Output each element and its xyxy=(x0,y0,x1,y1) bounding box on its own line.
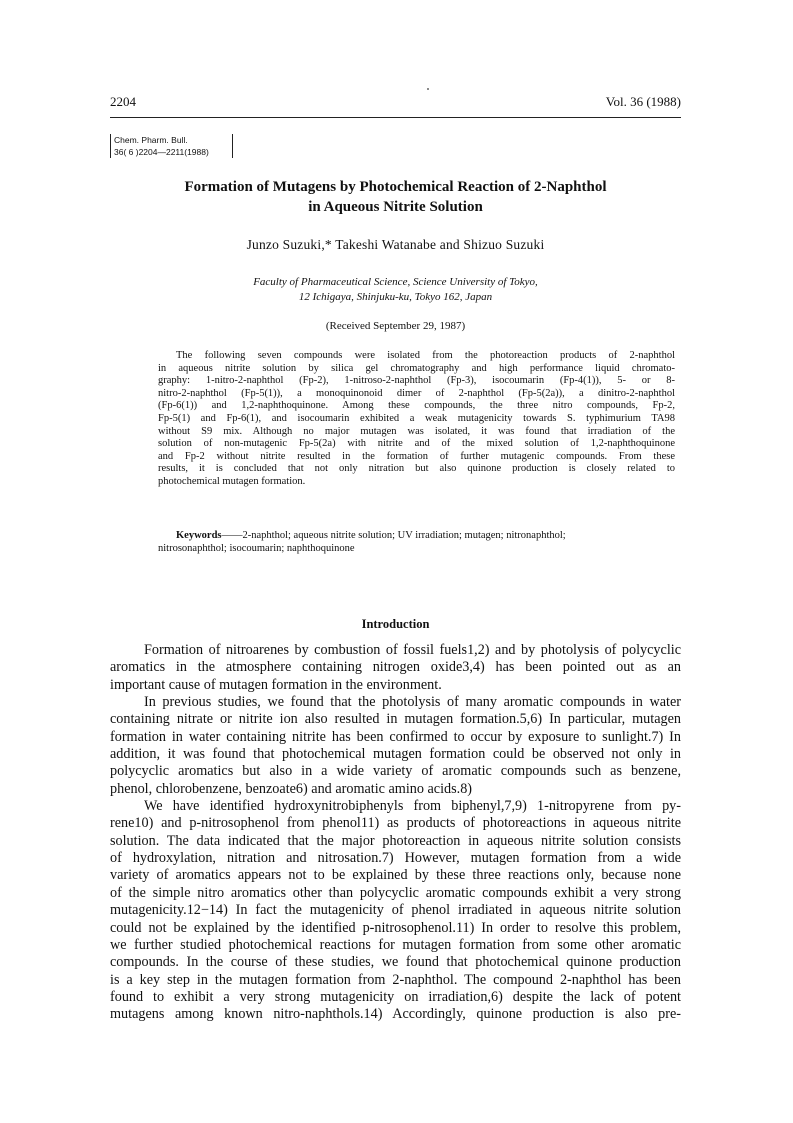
title-line-1: Formation of Mutagens by Photochemical Reaction of 2-Naphthol xyxy=(184,179,607,195)
body-line: of hydroxylation, nitration and nitrosation.7) However, mutagen formation from a wide xyxy=(110,850,681,867)
body-line: mutagens among known nitro-naphthols.14) Accordingly, quinone production is also pre- xyxy=(110,1006,681,1023)
body-line: found to exhibit a very strong mutagenicity on irradiation,6) despite the lack of potent xyxy=(110,988,681,1005)
body-line: addition, it was found that photochemical mutagen formation could be observed not only in xyxy=(110,746,681,763)
header-rule xyxy=(110,117,681,118)
abstract-line: solution of non-mutagenic Fp-5(2a) with nitrite and of the mixed solution of 1,2-naphthoquinone xyxy=(158,438,675,450)
abstract-line: photochemical mutagen formation. xyxy=(158,475,306,487)
abstract-line: in aqueous nitrite solution by silica gel chromatography and high performance liquid chromato- xyxy=(158,362,675,374)
introduction-heading: Introduction xyxy=(361,617,430,631)
abstract-line: without S9 mix. Although no major mutagen was isolated, it was found that irradiation of the xyxy=(158,425,675,437)
body-line: aromatics in the atmosphere containing nitrogen oxide3,4) has been pointed out as an xyxy=(110,659,681,676)
keywords-line-1: ——2-naphthol; aqueous nitrite solution; UV irradiation; mutagen; nitronaphthol; xyxy=(221,530,566,541)
title-line-2: in Aqueous Nitrite Solution xyxy=(308,199,483,215)
body-line: we further studied photochemical reactions for mutagen formation from some other aromatic xyxy=(110,936,681,953)
keywords xyxy=(158,530,675,555)
journal-citation xyxy=(110,134,233,158)
body-line: phenol, chlorobenzene, benzoate6) and aromatic amino acids.8) xyxy=(110,780,473,797)
body-line: rene10) and p-nitrosophenol from phenol11) as products of photoreactions in aqueous nitrite xyxy=(110,815,681,832)
abstract-line: graphy: 1-nitro-2-naphthol (Fp-2), 1-nitroso-2-naphthol (Fp-3), isocoumarin (Fp-4(1)), 5- or 8- xyxy=(158,375,675,387)
abstract-line: (Fp-6(1)) and 1,2-naphthoquinone. Among these compounds, the three nitro compounds, Fp-2, xyxy=(158,400,675,412)
affiliation-line-1: Faculty of Pharmaceutical Science, Science University of Tokyo, xyxy=(253,276,538,288)
paper-title xyxy=(110,177,681,217)
affiliation-line-2: 12 Ichigaya, Shinjuku-ku, Tokyo 162, Japan xyxy=(298,291,493,303)
citation-journal: Chem. Pharm. Bull. xyxy=(114,135,188,145)
body-line: could not be explained by the identified p-nitrosophenol.11) In order to resolve this problem, xyxy=(110,919,681,936)
affiliation xyxy=(110,275,681,305)
volume-label: Vol. 36 (1988) xyxy=(605,94,681,109)
abstract-line: results, it is concluded that not only nitration but also quinone production is closely related to xyxy=(158,463,675,475)
body-line: polycyclic aromatics but also in a wide variety of aromatic compounds such as benzene, xyxy=(110,763,681,780)
body-line: is a key step in the mutagen formation from 2-naphthol. The compound 2-naphthol has been xyxy=(110,971,681,988)
body-line: Formation of nitroarenes by combustion of fossil fuels1,2) and by photolysis of polycyclic xyxy=(144,642,681,658)
abstract xyxy=(158,350,675,489)
body-line: compounds. In the course of these studies, we found that photochemical quinone production xyxy=(110,954,681,971)
body-line: In previous studies, we found that the photolysis of many aromatic compounds in water xyxy=(144,694,681,711)
introduction-body xyxy=(110,642,681,1024)
keywords-label: Keywords xyxy=(176,530,222,541)
authors: Junzo Suzuki,* Takeshi Watanabe and Shizuo Suzuki xyxy=(246,237,545,252)
received-date: (Received September 29, 1987) xyxy=(325,320,466,332)
body-line: mutagenicity.12−14) In fact the mutagenicity of phenol irradiated in aqueous nitrite solution xyxy=(110,902,681,919)
citation-issue: 36( 6 )2204—2211(1988) xyxy=(114,147,209,157)
body-line: We have identified hydroxynitrobiphenyls from biphenyl,7,9) 1-nitropyrene from py- xyxy=(144,798,681,815)
body-line: containing nitrate or nitrite ion also resulted in mutagen formation.5,6) In particular, mutagen xyxy=(110,711,681,728)
body-line: variety of aromatics appears not to be explained by these three reactions only, because none xyxy=(110,867,681,884)
scan-speck xyxy=(427,88,429,90)
abstract-line: and Fp-2 without nitrite resulted in the formation of further mutagenic compounds. From these xyxy=(158,450,675,462)
page-number: 2204 xyxy=(110,94,136,109)
body-line: important cause of mutagen formation in the environment. xyxy=(110,676,442,693)
body-line: solution. The data indicated that the major photoreaction in aqueous nitrite solution consists xyxy=(110,832,681,849)
abstract-line: nitro-2-naphthol (Fp-5(1)), a monoquinonoid dimer of 2-naphthol (Fp-5(2a)), a dinitro-2-naphthol xyxy=(158,387,675,399)
keywords-line-2: nitrosonaphthol; isocoumarin; naphthoquinone xyxy=(158,542,355,554)
body-line: formation in water containing nitrite has been confirmed to occur by exposure to sunlight.7) In xyxy=(110,728,681,745)
abstract-line: Fp-5(1) and Fp-6(1), and isocoumarin exhibited a weak mutagenicity towards S. typhimurium TA98 xyxy=(158,412,675,424)
abstract-line: The following seven compounds were isolated from the photoreaction products of 2-naphthol xyxy=(176,350,675,361)
body-line: of the simple nitro aromatics other than polycyclic aromatic compounds exhibit a very strong xyxy=(110,884,681,901)
